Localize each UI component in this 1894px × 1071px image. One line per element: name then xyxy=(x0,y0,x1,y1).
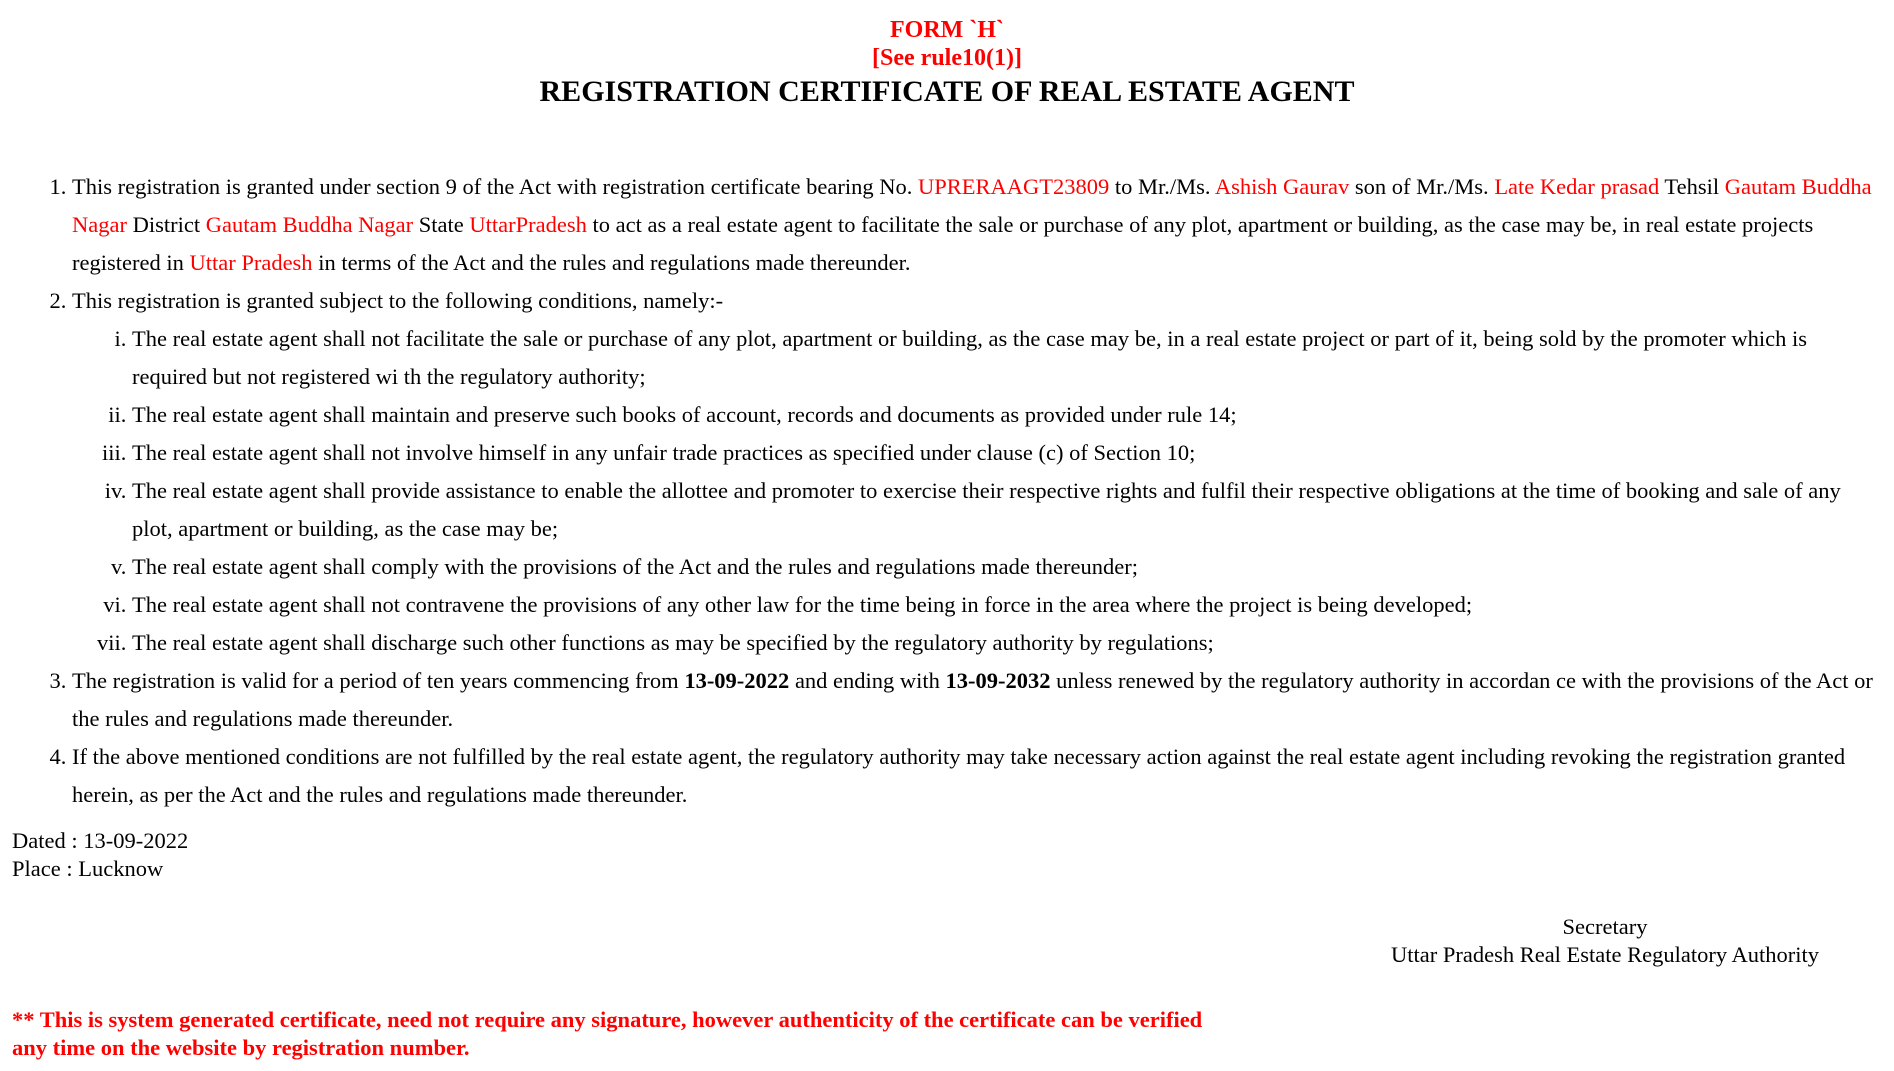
clause-3-text: unless renewed by the regulatory authority in accordan ce with the provisions of the Act or the rules and regulations made thereunder. xyxy=(72,668,1873,731)
clause-3 xyxy=(72,662,1880,738)
clause-1-text: State xyxy=(413,212,470,237)
condition-item: vii. The real estate agent shall discharge such other functions as may be specified by the regulatory authority by regulations; xyxy=(132,624,1880,662)
note-line-2: any time on the website by registration number. xyxy=(12,1035,470,1060)
validity-start-date: 13-09-2022 xyxy=(684,668,790,693)
form-label: FORM `H` xyxy=(890,17,1004,43)
condition-item: v. The real estate agent shall comply with the provisions of the Act and the rules and regulations made thereunder; xyxy=(132,548,1880,586)
place-line: Place : Lucknow xyxy=(12,856,164,881)
clause-3-text: The registration is valid for a period of ten years commencing from xyxy=(72,668,685,693)
tehsil: Gautam Buddha Nagar xyxy=(72,174,1872,237)
rule-reference: [See rule10(1)] xyxy=(872,45,1022,71)
agent-name: Ashish Gaurav xyxy=(1214,174,1350,199)
condition-item: iv. The real estate agent shall provide assistance to enable the allottee and promoter to exercise their respective rights and fulfil their respective obligations at the time of booking and sale of any plot, apartment or building, as the case may be; xyxy=(132,472,1880,548)
dated-line: Dated : 13-09-2022 xyxy=(12,828,189,853)
note-line-1: ** This is system generated certificate, need not require any signature, however authenticity of the certificate can be verified xyxy=(12,1007,1203,1032)
clause-1-text: District xyxy=(126,212,206,237)
condition-item: iii. The real estate agent shall not involve himself in any unfair trade practices as specified under clause (c) of Section 10; xyxy=(132,434,1880,472)
clause-2-intro: This registration is granted subject to the following conditions, namely:- xyxy=(72,288,724,313)
clause-1-text: to act as a real estate agent to facilitate the sale or purchase of any plot, apartment or building, as the case may be, in real estate projects registered in xyxy=(72,212,1814,275)
state: UttarPradesh xyxy=(469,212,587,237)
page-title: REGISTRATION CERTIFICATE OF REAL ESTATE AGENT xyxy=(539,75,1355,108)
father-name: Late Kedar prasad xyxy=(1494,174,1660,199)
clause-3-text: and ending with xyxy=(789,668,946,693)
clause-2 xyxy=(72,282,1880,662)
clause-1-text: in terms of the Act and the rules and regulations made thereunder. xyxy=(312,250,911,275)
signatory-title: Secretary xyxy=(1562,914,1648,939)
signatory-organization: Uttar Pradesh Real Estate Regulatory Authority xyxy=(1390,942,1820,967)
condition-item: ii. The real estate agent shall maintain and preserve such books of account, records and documents as provided under rule 14; xyxy=(132,396,1880,434)
registration-number: UPRERAAGT23809 xyxy=(918,174,1110,199)
clauses-list xyxy=(0,168,1880,814)
conditions-list xyxy=(72,320,1880,662)
clause-1-text: son of Mr./Ms. xyxy=(1349,174,1495,199)
condition-item: i. The real estate agent shall not facilitate the sale or purchase of any plot, apartment or building, as the case may be, in a real estate project or part of it, being sold by the promoter which is required but not registered wi th the regulatory authority; xyxy=(132,320,1880,396)
clause-1-text: This registration is granted under section 9 of the Act with registration certificate bearing No. xyxy=(72,174,918,199)
condition-item: vi. The real estate agent shall not contravene the provisions of any other law for the time being in force in the area where the project is being developed; xyxy=(132,586,1880,624)
clause-4-text: If the above mentioned conditions are not fulfilled by the real estate agent, the regulatory authority may take necessary action against the real estate agent including revoking the registration granted herein, as per the Act and the rules and regulations made thereunder. xyxy=(72,744,1846,807)
clause-1-text: Tehsil xyxy=(1659,174,1725,199)
clause-1-text: to Mr./Ms. xyxy=(1109,174,1215,199)
validity-end-date: 13-09-2032 xyxy=(945,668,1051,693)
district: Gautam Buddha Nagar xyxy=(205,212,414,237)
system-generated-note xyxy=(12,1006,1332,1062)
clause-4 xyxy=(72,738,1880,814)
registered-state: Uttar Pradesh xyxy=(189,250,313,275)
clause-1 xyxy=(72,168,1880,282)
